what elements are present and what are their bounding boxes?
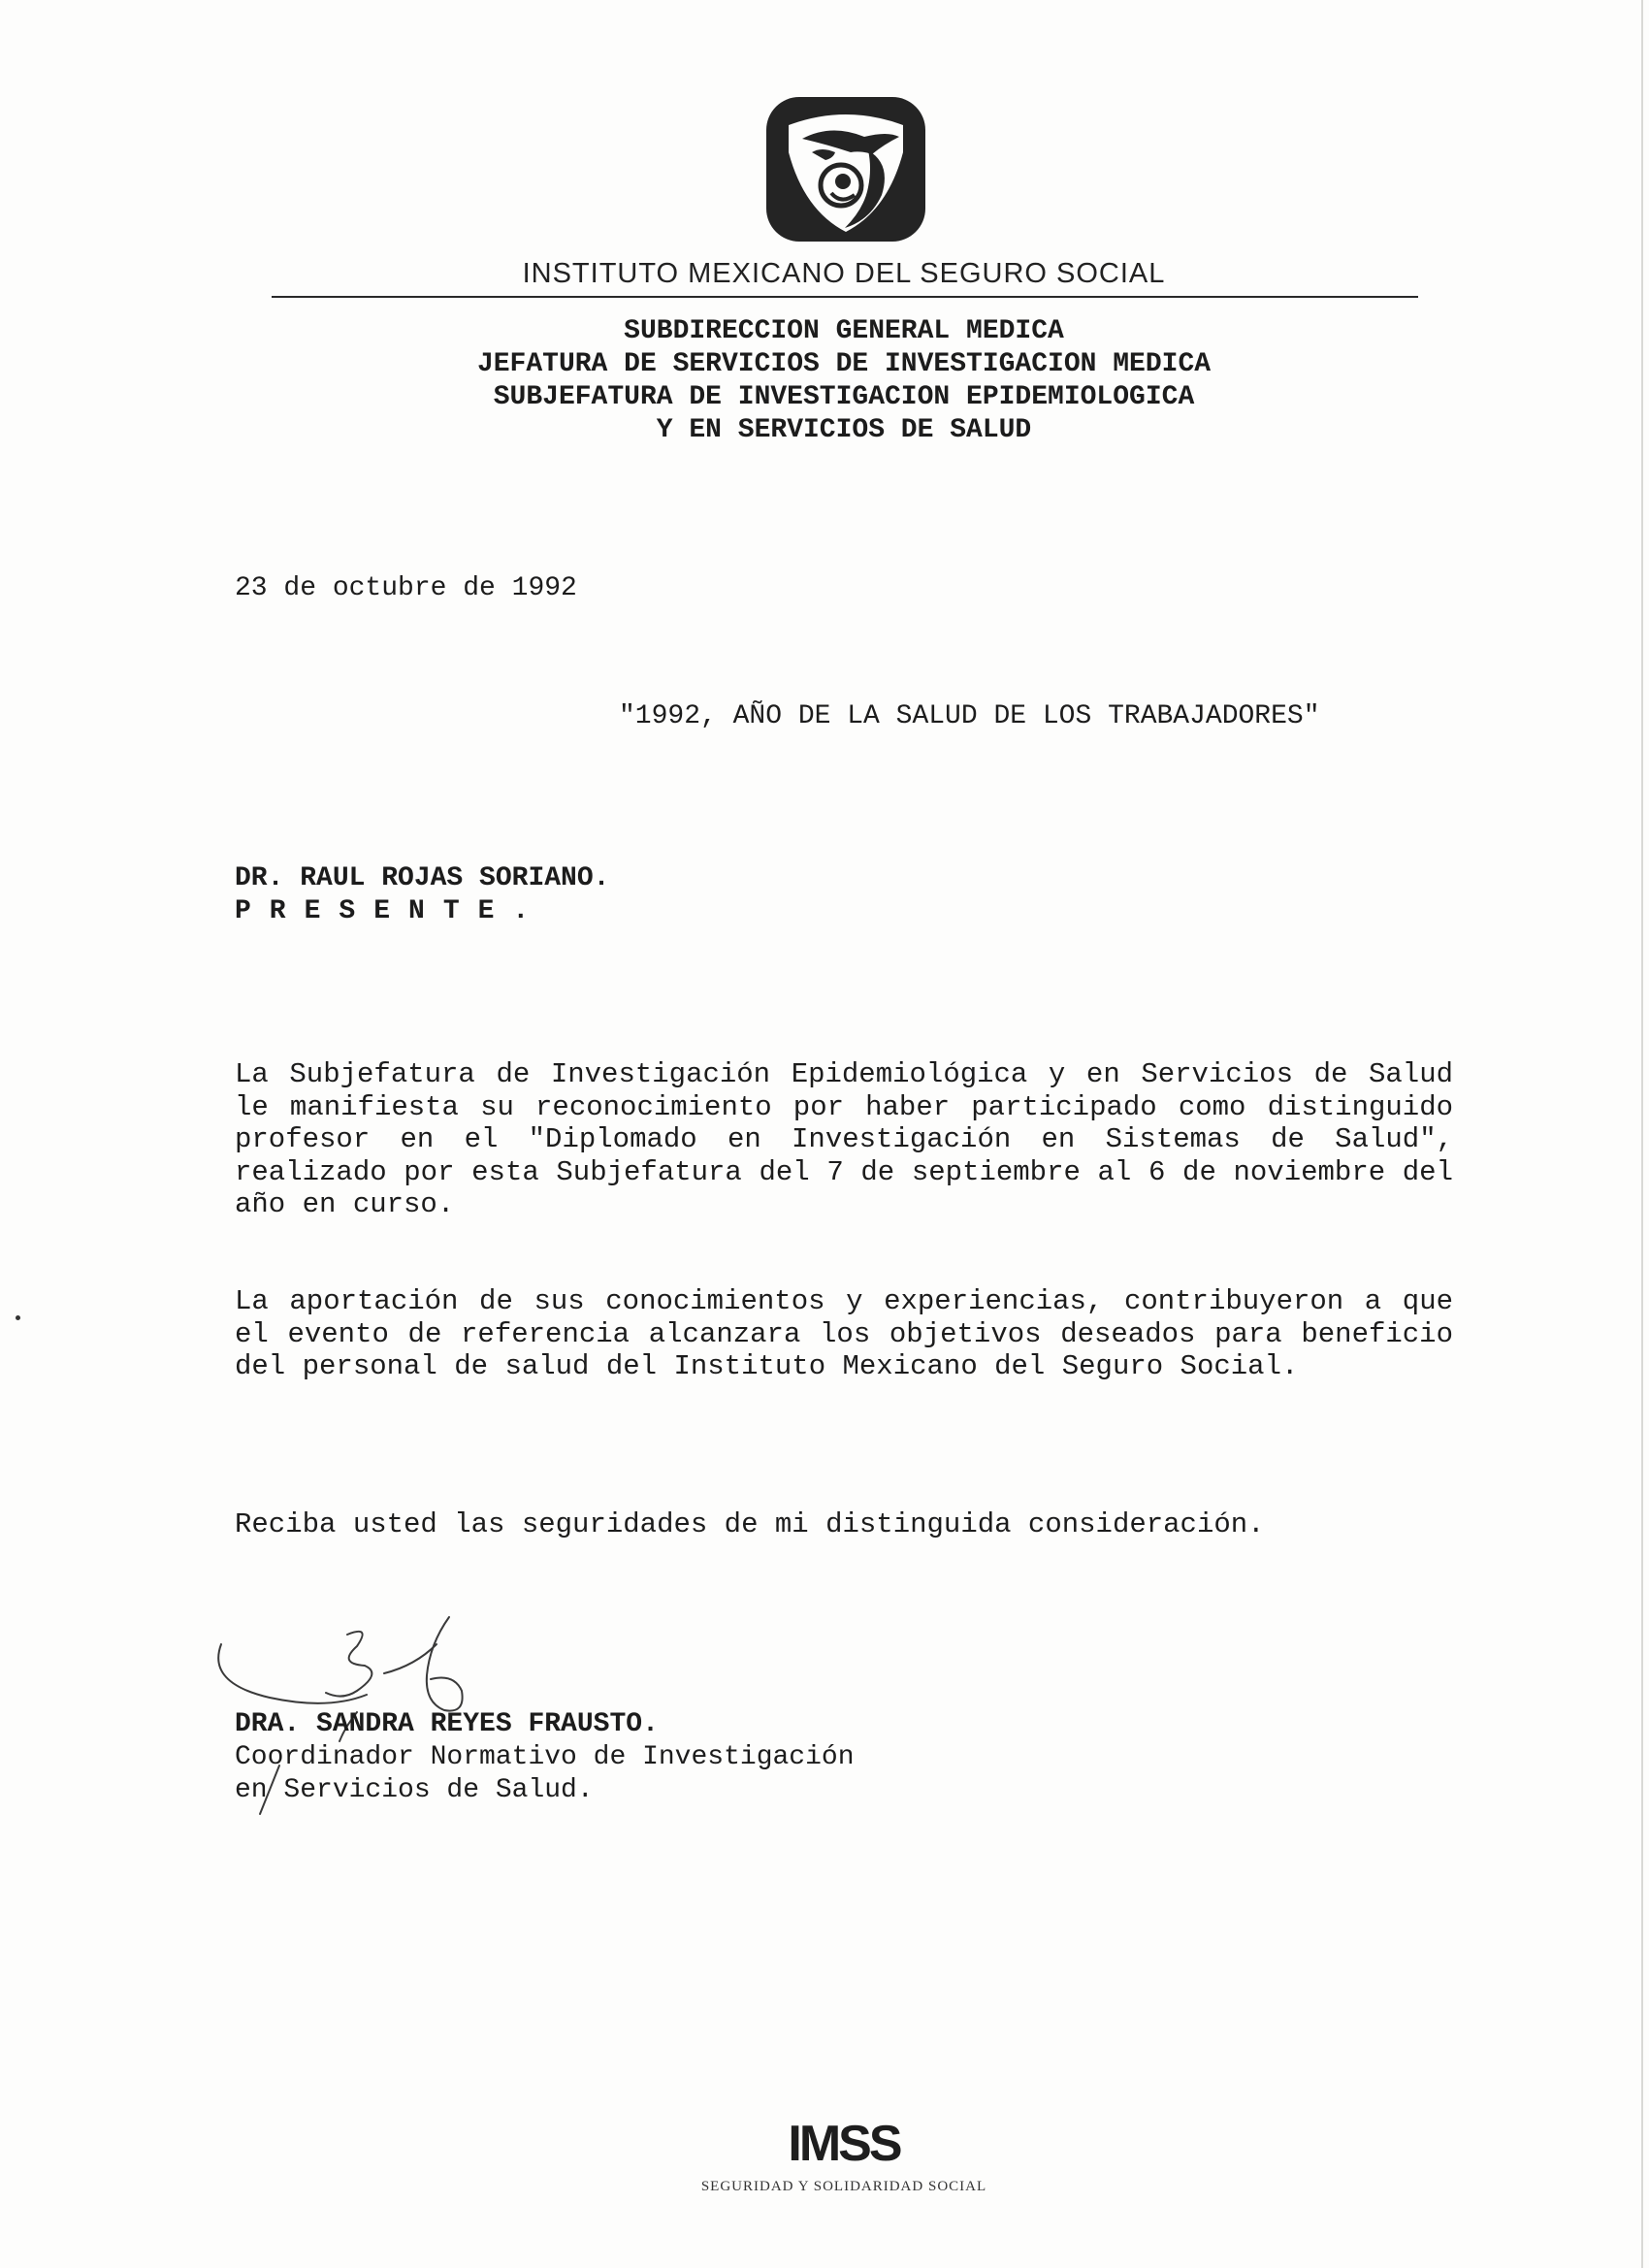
- signer-title: Coordinador Normativo de Investigación: [235, 1742, 855, 1772]
- imss-footer-logo: IMSS: [788, 2116, 900, 2172]
- recipient-block: [235, 862, 609, 928]
- closing-line: Reciba usted las seguridades de mi distinguida consideración.: [235, 1508, 1265, 1540]
- body-paragraph-contribution: La aportación de sus conocimientos y experiencias, contribuyeron a que el evento de referencia alcanzara los objetivos deseados para beneficio del personal de salud del Instituto Mexicano del Seguro Social.: [235, 1285, 1453, 1382]
- letterhead-rule: [272, 296, 1418, 298]
- footer-tagline: SEGURIDAD Y SOLIDARIDAD SOCIAL: [700, 2179, 987, 2194]
- letter-date: 23 de octubre de 1992: [235, 573, 577, 603]
- institute-name: INSTITUTO MEXICANO DEL SEGURO SOCIAL: [522, 258, 1166, 289]
- page-edge: [1641, 0, 1643, 2268]
- recipient-name: DR. RAUL ROJAS SORIANO.: [235, 863, 610, 893]
- department-line: SUBJEFATURA DE INVESTIGACION EPIDEMIOLOGICA: [493, 382, 1195, 412]
- signer-title: en Servicios de Salud.: [235, 1775, 594, 1805]
- department-line: JEFATURA DE SERVICIOS DE INVESTIGACION MEDICA: [476, 349, 1212, 379]
- department-line: Y EN SERVICIOS DE SALUD: [656, 415, 1032, 445]
- department-line: SUBDIRECCION GENERAL MEDICA: [624, 316, 1064, 346]
- department-heading: [272, 315, 1416, 447]
- signer-name: DRA. SANDRA REYES FRAUSTO.: [235, 1709, 659, 1739]
- year-motto: "1992, AÑO DE LA SALUD DE LOS TRABAJADORES": [619, 701, 1320, 731]
- recipient-salutation: PRESENTE.: [235, 896, 548, 926]
- body-paragraph-recognition: La Subjefatura de Investigación Epidemiológica y en Servicios de Salud le manifiesta su reconocimiento por haber participado como distinguido profesor en el "Diplomado en Investigación en Sistemas de Salud", realizado por esta Subjefatura del 7 de septiembre al 6 de noviembre del año en curso.: [235, 1058, 1453, 1220]
- imss-emblem-logo: [763, 94, 928, 244]
- scan-speck: [16, 1315, 20, 1320]
- signer-block: [235, 1708, 855, 1807]
